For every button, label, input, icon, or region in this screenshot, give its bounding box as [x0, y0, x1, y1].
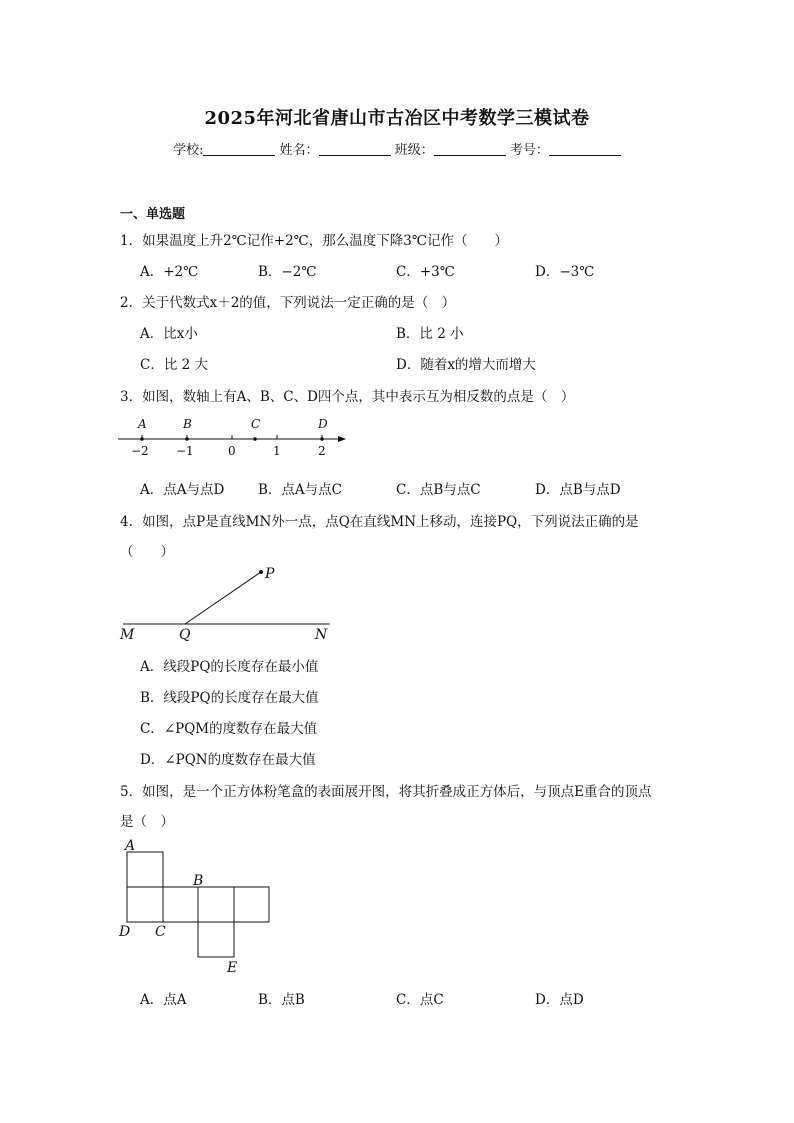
question-1-option-a[interactable]: A．+2℃ [140, 264, 199, 280]
point-d-dot [320, 437, 324, 441]
vertex-c-label: C [155, 924, 166, 940]
point-p-label: P [265, 566, 275, 582]
question-4-stem-cont: （ ） [120, 544, 174, 560]
point-a-dot [140, 437, 144, 441]
vertex-b-label: B [193, 873, 204, 889]
net-square-bottom [198, 922, 234, 957]
id-blank[interactable] [549, 142, 621, 156]
question-5-option-a[interactable]: A．点A [140, 992, 187, 1008]
question-1-option-d[interactable]: D．−3℃ [535, 264, 595, 280]
name-blank[interactable] [319, 142, 391, 156]
tick-label-0: 0 [228, 444, 236, 458]
page-title: 2025年河北省唐山市古冶区中考数学三模试卷 [204, 108, 590, 129]
point-b-dot [185, 437, 189, 441]
line-mn-figure [115, 562, 340, 644]
tick-label-2: 2 [318, 444, 326, 458]
point-m-label: M [120, 627, 135, 643]
class-label: 班级： [394, 143, 434, 158]
question-1-stem: 1．如果温度上升2℃记作+2℃，那么温度下降3℃记作（ ） [120, 233, 508, 249]
question-2-option-b[interactable]: B．比 2 小 [396, 326, 464, 342]
cube-net-figure [115, 835, 275, 980]
class-blank[interactable] [434, 142, 506, 156]
question-4-option-a[interactable]: A．线段PQ的长度存在最小值 [140, 659, 319, 675]
number-line-figure [115, 412, 355, 462]
name-label: 姓名： [279, 143, 319, 158]
section-title: 一、单选题 [120, 207, 186, 222]
point-p-dot [259, 570, 263, 574]
question-5-option-c[interactable]: C．点C [396, 992, 444, 1008]
question-4-option-d[interactable]: D．∠PQN的度数存在最大值 [140, 752, 316, 768]
question-5-option-d[interactable]: D．点D [535, 992, 584, 1008]
question-1-option-c[interactable]: C．+3℃ [396, 264, 455, 280]
point-q-label: Q [179, 627, 191, 643]
point-b-label: B [183, 417, 192, 431]
net-square-4 [234, 887, 269, 922]
student-info-line [0, 139, 794, 158]
school-label: 学校: [173, 143, 204, 158]
question-2-option-d[interactable]: D．随着x的增大而增大 [396, 357, 536, 373]
point-n-label: N [315, 627, 328, 643]
id-label: 考号： [509, 143, 549, 158]
vertex-e-label: E [227, 960, 238, 976]
question-5-stem-cont: 是（ ） [120, 814, 174, 830]
question-3-option-a[interactable]: A．点A与点D [140, 482, 225, 498]
point-c-dot [253, 437, 257, 441]
question-3-stem: 3．如图，数轴上有A、B、C、D四个点，其中表示互为相反数的点是（ ） [120, 389, 575, 405]
net-square-2 [163, 887, 198, 922]
question-2-option-c[interactable]: C．比 2 大 [140, 357, 209, 373]
vertex-a-label: A [125, 838, 136, 854]
point-d-label: D [318, 417, 328, 431]
segment-pq [185, 572, 261, 624]
question-1-option-b[interactable]: B．−2℃ [258, 264, 317, 280]
question-5-option-b[interactable]: B．点B [258, 992, 305, 1008]
point-c-label: C [251, 417, 261, 431]
question-3-option-d[interactable]: D．点B与点D [535, 482, 621, 498]
question-3-option-c[interactable]: C．点B与点C [396, 482, 481, 498]
net-square-1 [127, 887, 163, 922]
question-2-option-a[interactable]: A．比x小 [140, 326, 198, 342]
net-square-top [127, 852, 163, 887]
question-3-option-b[interactable]: B．点A与点C [258, 482, 342, 498]
net-square-3 [198, 887, 234, 922]
question-2-stem: 2．关于代数式x＋2的值，下列说法一定正确的是（ ） [120, 295, 456, 311]
point-a-label: A [138, 417, 147, 431]
question-4-option-b[interactable]: B．线段PQ的长度存在最大值 [140, 690, 319, 706]
school-blank[interactable] [203, 142, 275, 156]
question-5-stem: 5．如图，是一个正方体粉笔盒的表面展开图，将其折叠成正方体后，与顶点E重合的顶点 [120, 784, 652, 800]
number-line-arrow [338, 436, 346, 442]
vertex-d-label: D [119, 924, 131, 940]
tick-label-neg2: −2 [131, 444, 149, 458]
question-4-option-c[interactable]: C．∠PQM的度数存在最大值 [140, 721, 318, 737]
tick-label-neg1: −1 [176, 444, 194, 458]
question-4-stem: 4．如图，点P是直线MN外一点，点Q在直线MN上移动，连接PQ，下列说法正确的是 [120, 514, 639, 530]
tick-label-1: 1 [273, 444, 281, 458]
